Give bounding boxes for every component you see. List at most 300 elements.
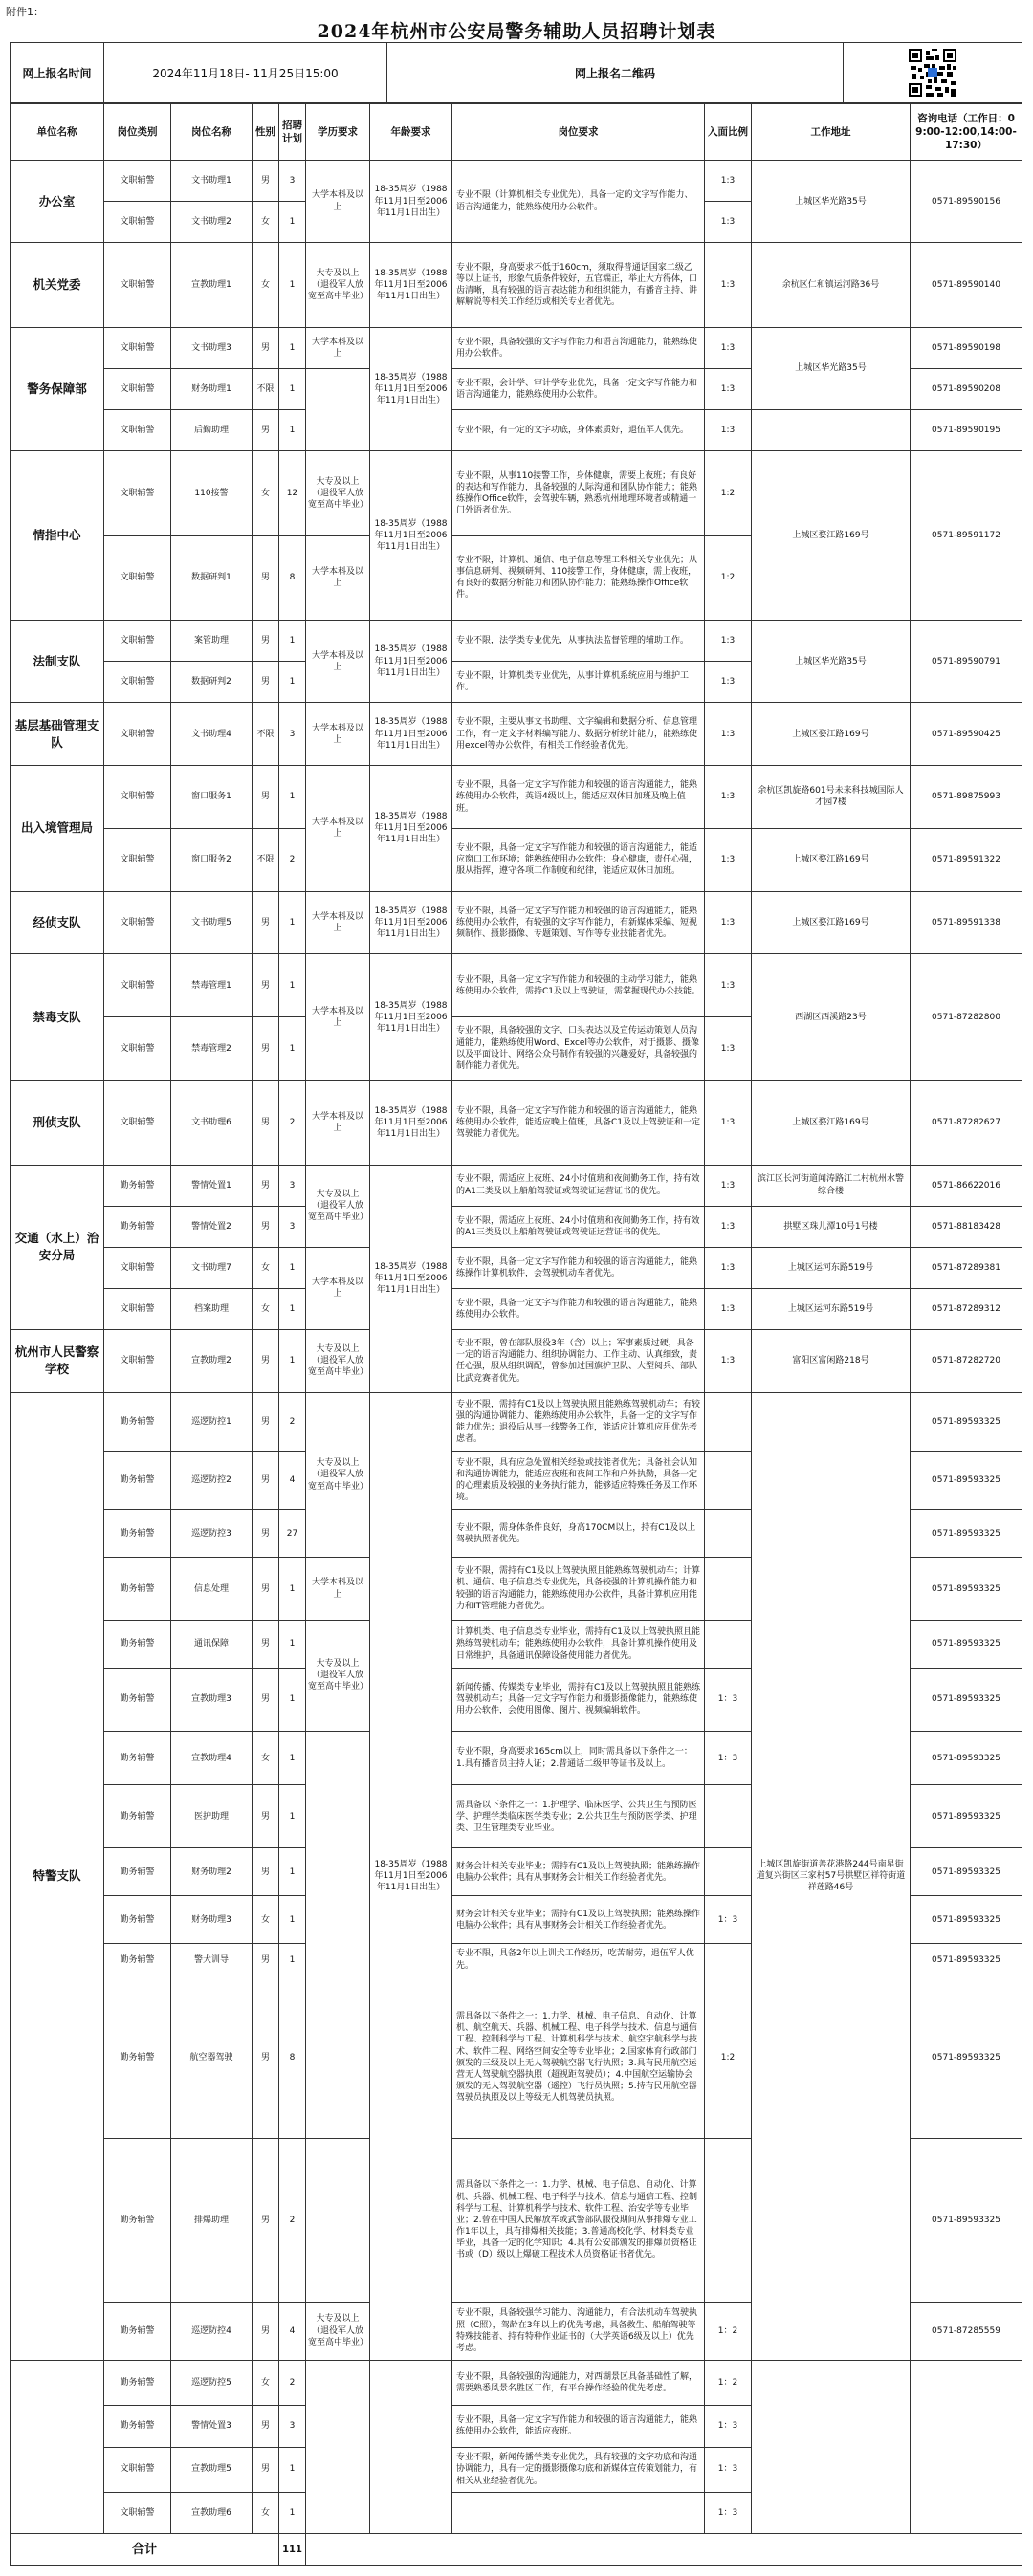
cell-gender: 女 (253, 243, 279, 328)
cell-requirement: 专业不限，具备一定文字写作能力和较强的语言沟通能力，能熟练使用办公软件，有较强的文字写作能力，有新媒体采编、短视频制作、摄影摄像、专题策划、写作等专业技能者优先。 (452, 891, 705, 954)
cell-plan: 1 (279, 243, 306, 328)
table-body (11, 161, 1022, 2534)
cell-category: 文职辅警 (104, 243, 171, 328)
cell-position: 宣教助理4 (171, 1731, 253, 1785)
cell-plan: 1 (279, 1621, 306, 1669)
cell-education: 大专及以上（退役军人放宽至高中毕业） (306, 1329, 370, 1392)
cell-category: 勤务辅警 (104, 1668, 171, 1731)
cell-unit: 经侦支队 (11, 891, 104, 954)
cell-gender: 男 (253, 2406, 279, 2447)
header-unit: 单位名称 (11, 104, 104, 161)
cell-position: 文书助理7 (171, 1247, 253, 1288)
cell-category: 勤务辅警 (104, 2360, 171, 2406)
cell-phone: 0571-87285559 (911, 2302, 1022, 2360)
cell-plan: 1 (279, 662, 306, 703)
cell-ratio: 1:3 (705, 828, 752, 891)
cell-phone: 0571-89593325 (911, 1896, 1022, 1944)
cell-gender: 男 (253, 1944, 279, 1976)
cell-gender: 不限 (253, 828, 279, 891)
cell-position: 财务助理1 (171, 368, 253, 409)
cell-ratio: 1：3 (705, 1668, 752, 1731)
cell-plan: 3 (279, 1206, 306, 1247)
cell-gender: 男 (253, 1329, 279, 1392)
cell-ratio: 1:3 (705, 621, 752, 662)
cell-position: 禁毒管理1 (171, 954, 253, 1017)
cell-ratio: 1:2 (705, 451, 752, 536)
cell-category: 文职辅警 (104, 161, 171, 202)
cell-gender: 男 (253, 161, 279, 202)
cell-position: 宣教助理2 (171, 1329, 253, 1392)
cell-address: 余杭区仁和镇运河路36号 (752, 243, 911, 328)
cell-category: 文职辅警 (104, 368, 171, 409)
cell-education: 大专及以上（退役军人放宽至高中毕业） (306, 1621, 370, 1732)
cell-position: 巡逻防控5 (171, 2360, 253, 2406)
cell-gender: 男 (253, 1668, 279, 1731)
cell-plan: 1 (279, 954, 306, 1017)
cell-ratio: 1:3 (705, 409, 752, 450)
cell-education: 大学本科及以上 (306, 161, 370, 243)
cell-phone: 0571-89591338 (911, 891, 1022, 954)
table-row (11, 2360, 1022, 2406)
cell-education: 大学本科及以上 (306, 954, 370, 1081)
cell-gender: 男 (253, 1165, 279, 1206)
cell-age: 18-35周岁（1988年11月1日至2006年11月1日出生） (370, 703, 452, 766)
cell-plan: 1 (279, 1017, 306, 1081)
cell-education (306, 2360, 370, 2533)
cell-address: 上城区凯旋街道善花港路244号南星街道复兴街区三家村57号拱墅区祥符街道祥莲路46号 (752, 1392, 911, 2360)
cell-gender: 男 (253, 621, 279, 662)
cell-plan: 4 (279, 1452, 306, 1510)
cell-unit: 杭州市人民警察学校 (11, 1329, 104, 1392)
cell-unit: 交通（水上）治安分局 (11, 1165, 104, 1329)
cell-plan: 1 (279, 2447, 306, 2492)
cell-category: 勤务辅警 (104, 1731, 171, 1785)
cell-phone: 0571-89590156 (911, 161, 1022, 243)
cell-address (752, 409, 911, 450)
cell-category: 文职辅警 (104, 202, 171, 243)
cell-category: 勤务辅警 (104, 1558, 171, 1621)
cell-ratio: 1:3 (705, 703, 752, 766)
cell-category: 文职辅警 (104, 703, 171, 766)
cell-gender: 男 (253, 1558, 279, 1621)
cell-gender: 女 (253, 202, 279, 243)
cell-ratio: 1：3 (705, 2447, 752, 2492)
cell-ratio (705, 1848, 752, 1896)
signup-time-value: 2024年11月18日- 11月25日15:00 (104, 43, 387, 103)
cell-ratio: 1:3 (705, 327, 752, 368)
cell-plan: 3 (279, 2406, 306, 2447)
cell-phone: 0571-88183428 (911, 1206, 1022, 1247)
cell-gender: 女 (253, 1247, 279, 1288)
cell-requirement: 专业不限，需身体条件良好，身高170CM以上，持有C1及以上驾驶执照者优先。 (452, 1510, 705, 1558)
cell-phone: 0571-87282720 (911, 1329, 1022, 1392)
cell-requirement: 专业不限，从事110接警工作，身体健康，需要上夜班；有良好的表达和写作能力，具备较强的人际沟通和团队协作能力；能熟练操作Office软件，会驾驶车辆，熟悉杭州地理环境者或精通一门外语者优先。 (452, 451, 705, 536)
cell-ratio: 1:2 (705, 535, 752, 621)
cell-education: 大专及以上（退役军人放宽至高中毕业） (306, 2302, 370, 2360)
cell-ratio: 1：3 (705, 1731, 752, 1785)
cell-ratio (705, 1785, 752, 1848)
cell-ratio: 1:3 (705, 368, 752, 409)
cell-requirement: 专业不限，需持有C1及以上驾驶执照且能熟练驾驶机动车；有较强的沟通协调能力、能熟练使用办公软件，具备一定的文字写作能力优先；退役后从事一线警务工作，能适应计算机应用优先考虑者。 (452, 1392, 705, 1451)
cell-phone: 0571-89593325 (911, 1848, 1022, 1896)
cell-gender: 男 (253, 1976, 279, 2139)
cell-age: 18-35周岁（1988年11月1日至2006年11月1日出生） (370, 1165, 452, 1392)
table-row (11, 1081, 1022, 1166)
cell-position: 巡逻防控2 (171, 1452, 253, 1510)
cell-plan: 1 (279, 1288, 306, 1329)
cell-position: 文书助理2 (171, 202, 253, 243)
cell-ratio: 1:3 (705, 1206, 752, 1247)
cell-plan: 12 (279, 451, 306, 536)
cell-requirement: 计算机类、电子信息类专业毕业，需持有C1及以上驾驶执照且能熟练驾驶机动车；能熟练使用办公软件，具备计算机操作使用及日常维护，具备通讯保障设备使用能力者优先。 (452, 1621, 705, 1669)
cell-plan: 1 (279, 766, 306, 829)
cell-education: 大专及以上（退役军人放宽至高中毕业） (306, 1165, 370, 1247)
cell-unit: 法制支队 (11, 621, 104, 703)
cell-unit: 办公室 (11, 161, 104, 243)
cell-plan: 1 (279, 1329, 306, 1392)
cell-position: 信息处理 (171, 1558, 253, 1621)
cell-gender: 男 (253, 1206, 279, 1247)
cell-requirement: 专业不限，具备2年以上训犬工作经历，吃苦耐劳，退伍军人优先。 (452, 1944, 705, 1976)
table-header-row (11, 104, 1022, 161)
cell-phone (911, 2360, 1022, 2533)
cell-address: 滨江区长河街道闻涛路江二村杭州水警综合楼 (752, 1165, 911, 1206)
cell-ratio: 1:3 (705, 662, 752, 703)
header-plan: 招聘计划 (279, 104, 306, 161)
cell-age: 18-35周岁（1988年11月1日至2006年11月1日出生） (370, 243, 452, 328)
cell-plan: 8 (279, 535, 306, 621)
cell-phone: 0571-89593325 (911, 1668, 1022, 1731)
cell-age: 18-35周岁（1988年11月1日至2006年11月1日出生） (370, 161, 452, 243)
cell-gender: 女 (253, 2360, 279, 2406)
cell-category: 勤务辅警 (104, 2302, 171, 2360)
cell-address: 上城区华光路35号 (752, 621, 911, 703)
cell-address: 西湖区西溪路23号 (752, 954, 911, 1081)
table-row (11, 891, 1022, 954)
cell-requirement: 专业不限，计算机、通信、电子信息等理工科相关专业优先；从事信息研判、视频研判、110接警工作，身体健康，需上夜班，有良好的数据分析能力和团队协作能力；能熟练操作Office软件。 (452, 535, 705, 621)
cell-requirement: 需具备以下条件之一：1.护理学、临床医学、公共卫生与预防医学、护理学类临床医学类专业；2.公共卫生与预防医学类、护理类、卫生管理类专业毕业。 (452, 1785, 705, 1848)
cell-category: 勤务辅警 (104, 1785, 171, 1848)
cell-plan: 1 (279, 1785, 306, 1848)
signup-qr-label: 网上报名二维码 (387, 43, 844, 103)
qr-code-icon[interactable] (909, 49, 956, 97)
cell-plan: 2 (279, 828, 306, 891)
cell-age: 18-35周岁（1988年11月1日至2006年11月1日出生） (370, 954, 452, 1081)
table-row (11, 954, 1022, 1017)
cell-address: 上城区华光路35号 (752, 161, 911, 243)
cell-category: 文职辅警 (104, 451, 171, 536)
cell-address: 上城区婺江路169号 (752, 703, 911, 766)
cell-phone: 0571-89590791 (911, 621, 1022, 703)
cell-position: 宣教助理5 (171, 2447, 253, 2492)
cell-phone: 0571-89593325 (911, 1558, 1022, 1621)
cell-category: 文职辅警 (104, 662, 171, 703)
signup-info-table (10, 42, 1022, 103)
cell-unit: 基层基础管理支队 (11, 703, 104, 766)
cell-category: 文职辅警 (104, 1329, 171, 1392)
cell-unit: 刑侦支队 (11, 1081, 104, 1166)
cell-unit: 禁毒支队 (11, 954, 104, 1081)
cell-phone: 0571-89590195 (911, 409, 1022, 450)
cell-position: 警犬训导 (171, 1944, 253, 1976)
cell-requirement: 专业不限，需适应上夜班、24小时值班和夜间勤务工作，持有效的A1三类及以上船舶驾驶证或驾驶证运营证书的优先。 (452, 1206, 705, 1247)
cell-gender: 男 (253, 954, 279, 1017)
cell-category: 勤务辅警 (104, 2139, 171, 2302)
table-row (11, 1247, 1022, 1288)
header-age: 年龄要求 (370, 104, 452, 161)
cell-gender: 男 (253, 535, 279, 621)
cell-position: 警情处置1 (171, 1165, 253, 1206)
cell-gender: 男 (253, 766, 279, 829)
cell-education (306, 1731, 370, 2139)
cell-gender: 男 (253, 1392, 279, 1451)
cell-category: 勤务辅警 (104, 1896, 171, 1944)
cell-ratio: 1:3 (705, 1288, 752, 1329)
cell-gender: 女 (253, 1288, 279, 1329)
total-label: 合计 (11, 2534, 279, 2566)
cell-phone: 0571-89593325 (911, 1392, 1022, 1451)
cell-category: 文职辅警 (104, 1081, 171, 1166)
cell-position: 案管助理 (171, 621, 253, 662)
cell-plan: 1 (279, 1896, 306, 1944)
cell-ratio: 1:3 (705, 766, 752, 829)
total-row (11, 2534, 1022, 2566)
cell-category: 文职辅警 (104, 891, 171, 954)
cell-position: 文书助理3 (171, 327, 253, 368)
cell-phone: 0571-89593325 (911, 1510, 1022, 1558)
attachment-label: 附件1： (6, 6, 44, 18)
cell-plan: 2 (279, 2360, 306, 2406)
cell-gender: 女 (253, 451, 279, 536)
cell-unit: 情指中心 (11, 451, 104, 621)
cell-education: 大专及以上（退役军人放宽至高中毕业） (306, 451, 370, 536)
cell-category: 勤务辅警 (104, 1848, 171, 1896)
cell-address: 余杭区凯旋路601号未来科技城国际人才园7楼 (752, 766, 911, 829)
cell-education: 大学本科及以上 (306, 1558, 370, 1621)
cell-unit: 机关党委 (11, 243, 104, 328)
cell-education: 大学本科及以上 (306, 621, 370, 703)
cell-ratio: 1：2 (705, 2360, 752, 2406)
cell-category: 勤务辅警 (104, 1944, 171, 1976)
cell-unit: 特警支队 (11, 1392, 104, 2360)
cell-ratio: 1:3 (705, 161, 752, 202)
cell-address (752, 2360, 911, 2533)
cell-requirement (452, 2492, 705, 2533)
cell-requirement: 专业不限，法学类专业优先，从事执法监督管理的辅助工作。 (452, 621, 705, 662)
table-row (11, 327, 1022, 368)
cell-requirement: 财务会计相关专业毕业；需持有C1及以上驾驶执照；能熟练操作电脑办公软件；具有从事财务会计相关工作经验者优先。 (452, 1848, 705, 1896)
cell-plan: 3 (279, 703, 306, 766)
cell-category: 勤务辅警 (104, 1392, 171, 1451)
cell-category: 文职辅警 (104, 2447, 171, 2492)
cell-gender: 男 (253, 1621, 279, 1669)
cell-requirement: 专业不限，具有应急处置相关经验或技能者优先；具备社会认知和沟通协调能力，能适应夜班和夜间工作和户外执勤，具备一定的心理素质及较强的业务执行能力，能够适应特殊任务及工作环境。 (452, 1452, 705, 1510)
cell-education: 大专及以上（退役军人放宽至高中毕业） (306, 1392, 370, 1557)
cell-age: 18-35周岁（1988年11月1日至2006年11月1日出生） (370, 327, 452, 450)
cell-category: 勤务辅警 (104, 1621, 171, 1669)
cell-gender: 男 (253, 1452, 279, 1510)
cell-gender: 男 (253, 2302, 279, 2360)
cell-plan: 1 (279, 1247, 306, 1288)
cell-plan: 3 (279, 161, 306, 202)
cell-category: 勤务辅警 (104, 1206, 171, 1247)
cell-plan: 2 (279, 2139, 306, 2302)
cell-phone: 0571-87289312 (911, 1288, 1022, 1329)
table-row (11, 828, 1022, 891)
cell-category: 文职辅警 (104, 1247, 171, 1288)
cell-ratio: 1：3 (705, 2492, 752, 2533)
cell-requirement: 专业不限，有一定的文字功底，身体素质好，退伍军人优先。 (452, 409, 705, 450)
cell-age: 18-35周岁（1988年11月1日至2006年11月1日出生） (370, 1081, 452, 1166)
table-row (11, 703, 1022, 766)
cell-ratio (705, 1392, 752, 1451)
cell-requirement: 专业不限，具备一定文字写作能力和较强的语言沟通能力，能适应窗口工作环境；能熟练使用办公软件；身心健康，责任心强，服从指挥，遵守各项工作制度和纪律，能适应双休日加班。 (452, 828, 705, 891)
table-row (11, 161, 1022, 202)
cell-education: 大学本科及以上 (306, 1081, 370, 1166)
cell-plan: 8 (279, 1976, 306, 2139)
cell-phone: 0571-89593325 (911, 1944, 1022, 1976)
cell-phone: 0571-89593325 (911, 1621, 1022, 1669)
cell-requirement: 专业不限，具备一定文字写作能力和较强的语言沟通能力，能熟练使用办公软件，能适应晚上值班，具备C1及以上驾驶证和一定驾驶能力者优先。 (452, 1081, 705, 1166)
cell-position: 医护助理 (171, 1785, 253, 1848)
cell-phone: 0571-89590140 (911, 243, 1022, 328)
cell-ratio (705, 2139, 752, 2302)
signup-qr-cell[interactable] (844, 43, 1022, 103)
header-requirement: 岗位要求 (452, 104, 705, 161)
cell-address: 拱墅区珠儿潭10号1号楼 (752, 1206, 911, 1247)
cell-ratio (705, 1621, 752, 1669)
cell-phone: 0571-87282627 (911, 1081, 1022, 1166)
cell-plan: 1 (279, 891, 306, 954)
cell-position: 禁毒管理2 (171, 1017, 253, 1081)
cell-plan: 4 (279, 2302, 306, 2360)
cell-plan: 1 (279, 1848, 306, 1896)
cell-plan: 1 (279, 2492, 306, 2533)
cell-address: 上城区华光路35号 (752, 327, 911, 409)
cell-ratio: 1：2 (705, 2302, 752, 2360)
cell-address: 上城区婺江路169号 (752, 891, 911, 954)
cell-position: 财务助理2 (171, 1848, 253, 1896)
cell-position: 航空器驾驶 (171, 1976, 253, 2139)
cell-ratio: 1:3 (705, 1017, 752, 1081)
cell-unit: 出入境管理局 (11, 766, 104, 892)
cell-requirement: 专业不限，具备一定文字写作能力和较强的语言沟通能力，能熟练使用办公软件。 (452, 1288, 705, 1329)
cell-category: 文职辅警 (104, 327, 171, 368)
cell-gender: 不限 (253, 368, 279, 409)
cell-phone: 0571-89593325 (911, 1976, 1022, 2139)
cell-education: 大学本科及以上 (306, 535, 370, 621)
cell-age: 18-35周岁（1988年11月1日至2006年11月1日出生） (370, 891, 452, 954)
cell-gender: 男 (253, 2447, 279, 2492)
cell-gender: 男 (253, 1081, 279, 1166)
cell-requirement: 专业不限，需持有C1及以上驾驶执照且能熟练驾驶机动车；计算机、通信、电子信息类专业优先，具备较强的计算机操作能力和较强的语言沟通能力，能熟练使用办公软件，具备计算机应用能力和IT管理能力者优先。 (452, 1558, 705, 1621)
cell-ratio: 1:3 (705, 891, 752, 954)
cell-phone: 0571-87282800 (911, 954, 1022, 1081)
header-gender: 性别 (253, 104, 279, 161)
cell-requirement: 专业不限，身高要求165cm以上，同时需具备以下条件之一：1.具有播音员主持人证；2.普通话二级甲等证书及以上。 (452, 1731, 705, 1785)
cell-position: 文书助理6 (171, 1081, 253, 1166)
cell-ratio: 1:2 (705, 1976, 752, 2139)
cell-education: 大学本科及以上 (306, 1247, 370, 1329)
cell-ratio: 1:3 (705, 1165, 752, 1206)
cell-position: 巡逻防控3 (171, 1510, 253, 1558)
cell-ratio: 1：3 (705, 2406, 752, 2447)
cell-position: 数据研判2 (171, 662, 253, 703)
cell-address: 富阳区富闲路218号 (752, 1329, 911, 1392)
cell-unit (11, 2360, 104, 2533)
cell-ratio: 1:3 (705, 954, 752, 1017)
cell-plan: 1 (279, 202, 306, 243)
table-row (11, 766, 1022, 829)
cell-education (306, 368, 370, 450)
cell-plan: 3 (279, 1165, 306, 1206)
cell-category: 勤务辅警 (104, 1165, 171, 1206)
cell-age: 18-35周岁（1988年11月1日至2006年11月1日出生） (370, 621, 452, 703)
cell-position: 数据研判1 (171, 535, 253, 621)
recruitment-plan-table (10, 103, 1022, 2566)
cell-position: 宣教助理1 (171, 243, 253, 328)
total-filler (306, 2534, 1022, 2566)
table-row (11, 621, 1022, 662)
cell-plan: 27 (279, 1510, 306, 1558)
header-phone: 咨询电话（工作日：09:00-12:00,14:00-17:30） (911, 104, 1022, 161)
cell-address: 上城区婺江路169号 (752, 451, 911, 621)
cell-requirement: 财务会计相关专业毕业；需持有C1及以上驾驶执照；能熟练操作电脑办公软件；具有从事财务会计相关工作经验者优先。 (452, 1896, 705, 1944)
cell-requirement: 专业不限，具备一定文字写作能力和较强的语言沟通能力，能熟练操作计算机软件，会驾驶机动车者优先。 (452, 1247, 705, 1288)
cell-requirement: 专业不限，主要从事文书助理、文字编辑和数据分析、信息管理工作，有一定文字材料编写能力、数据分析统计能力，能熟练使用excel等办公软件，有相关工作经验者优先。 (452, 703, 705, 766)
cell-phone: 0571-89590425 (911, 703, 1022, 766)
table-row (11, 1392, 1022, 1451)
cell-requirement: 专业不限，具备较强的沟通能力，对西湖景区具备基础性了解，需要熟悉风景名胜区工作，有平台操作经验的优先考虑。 (452, 2360, 705, 2406)
cell-phone: 0571-89593325 (911, 2139, 1022, 2302)
cell-requirement: 专业不限（计算机相关专业优先），具备一定的文字写作能力、语言沟通能力，能熟练使用办公软件。 (452, 161, 705, 243)
table-row (11, 451, 1022, 536)
cell-phone: 0571-89590208 (911, 368, 1022, 409)
cell-requirement: 专业不限，身高要求不低于160cm，须取得普通话国家二级乙等以上证书，形象气质条件较好，五官端正，举止大方得体，口齿清晰，具有较强的语言表达能力和组织能力，有播音主持、讲解解说等相关工作经历或相关专业者优先。 (452, 243, 705, 328)
cell-position: 宣教助理6 (171, 2492, 253, 2533)
cell-requirement: 需具备以下条件之一：1.力学、机械、电子信息、自动化、计算机、兵器、机械工程、电子科学与技术、信息与通信工程、控制科学与工程、计算机科学与技术、软件工程、治安学等专业毕业；2.曾在中国人民解放军或武警部队服役期间从事排爆专业工作1年以上，具有排爆相关技能；3.普通高校化学、材料类专业毕业，具备一定的化学知识；4.具有公安部颁发的排爆员资格证书或（D）级以上爆破工程技术人员资格证书者优先。 (452, 2139, 705, 2302)
cell-requirement: 专业不限，计算机类专业优先，从事计算机系统应用与维护工作。 (452, 662, 705, 703)
cell-ratio: 1:3 (705, 202, 752, 243)
cell-category: 文职辅警 (104, 1288, 171, 1329)
cell-position: 110接警 (171, 451, 253, 536)
cell-ratio (705, 1944, 752, 1976)
cell-category: 文职辅警 (104, 535, 171, 621)
cell-unit: 警务保障部 (11, 327, 104, 450)
cell-requirement: 专业不限，曾在部队服役3年（含）以上；军事素质过硬，具备一定的语言沟通能力、组织协调能力、工作主动、认真细致，责任心强，服从组织调配，曾参加过国旗护卫队、大型阅兵、部队比武竞赛者优先。 (452, 1329, 705, 1392)
header-address: 工作地址 (752, 104, 911, 161)
cell-address: 上城区运河东路519号 (752, 1247, 911, 1288)
cell-education: 大学本科及以上 (306, 327, 370, 368)
page-title: 2024年杭州市公安局警务辅助人员招聘计划表 (317, 21, 716, 42)
cell-category: 文职辅警 (104, 766, 171, 829)
cell-gender: 男 (253, 1848, 279, 1896)
cell-gender: 男 (253, 327, 279, 368)
cell-ratio: 1:3 (705, 243, 752, 328)
signup-time-label: 网上报名时间 (11, 43, 104, 103)
cell-position: 警情处置2 (171, 1206, 253, 1247)
cell-address: 上城区婺江路169号 (752, 1081, 911, 1166)
cell-phone: 0571-89591322 (911, 828, 1022, 891)
cell-plan: 1 (279, 1558, 306, 1621)
cell-plan: 1 (279, 1668, 306, 1731)
cell-gender: 男 (253, 891, 279, 954)
cell-age: 18-35周岁（1988年11月1日至2006年11月1日出生） (370, 766, 452, 892)
cell-requirement: 专业不限，新闻传播学类专业优先，具有较强的文字功底和沟通协调能力，具有一定的摄影摄像功底和新媒体宣传策划能力，有相关从业经验者优先。 (452, 2447, 705, 2492)
table-row (11, 1206, 1022, 1247)
cell-category: 文职辅警 (104, 954, 171, 1017)
cell-plan: 1 (279, 327, 306, 368)
